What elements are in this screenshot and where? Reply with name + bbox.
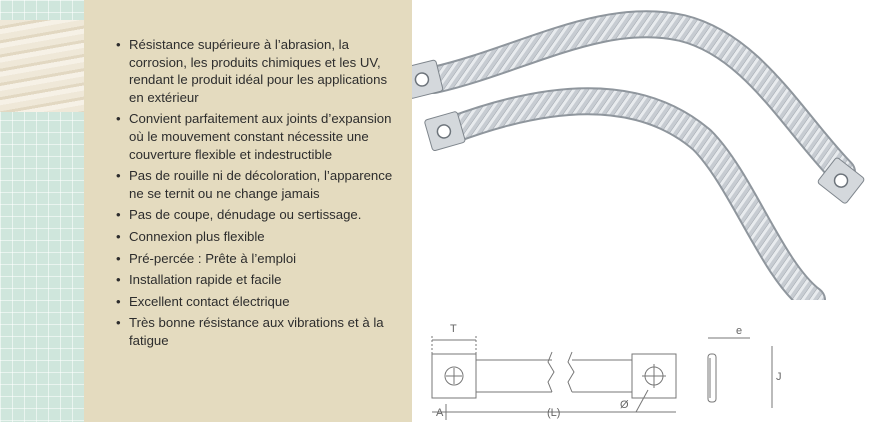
feature-item: • Excellent contact électrique <box>116 293 396 311</box>
feature-item: • Pas de coupe, dénudage ou sertissage. <box>116 206 396 224</box>
feature-item: • Connexion plus flexible <box>116 228 396 246</box>
dimension-label-l: (L) <box>547 407 561 419</box>
braid-sample-image <box>0 20 84 112</box>
dimension-label-e: e <box>736 325 743 337</box>
dimension-label-t: T <box>450 323 457 335</box>
dimension-label-a: A <box>436 407 444 419</box>
feature-item: • Très bonne résistance aux vibrations et à la fatigue <box>116 314 396 349</box>
braided-strap-photo <box>412 0 878 300</box>
braided-strap-bottom <box>424 101 812 300</box>
left-decorative-strip <box>0 0 84 422</box>
feature-list <box>116 36 396 354</box>
feature-item: • Convient parfaitement aux joints d’expansion où le mouvement constant nécessite une couverture flexible et indestructible <box>116 110 396 163</box>
technical-drawing <box>412 312 878 422</box>
dimension-label-j: J <box>776 371 782 383</box>
dimension-label-phi: Ø <box>620 399 629 411</box>
feature-item: • Résistance supérieure à l’abrasion, la corrosion, les produits chimiques et les UV, rendant le produit idéal pour les applications en extérieur <box>116 36 396 106</box>
feature-item: • Installation rapide et facile <box>116 271 396 289</box>
feature-item: • Pré-percée : Prête à l’emploi <box>116 250 396 268</box>
feature-item: • Pas de rouille ni de décoloration, l’apparence ne se ternit ou ne change jamais <box>116 167 396 202</box>
